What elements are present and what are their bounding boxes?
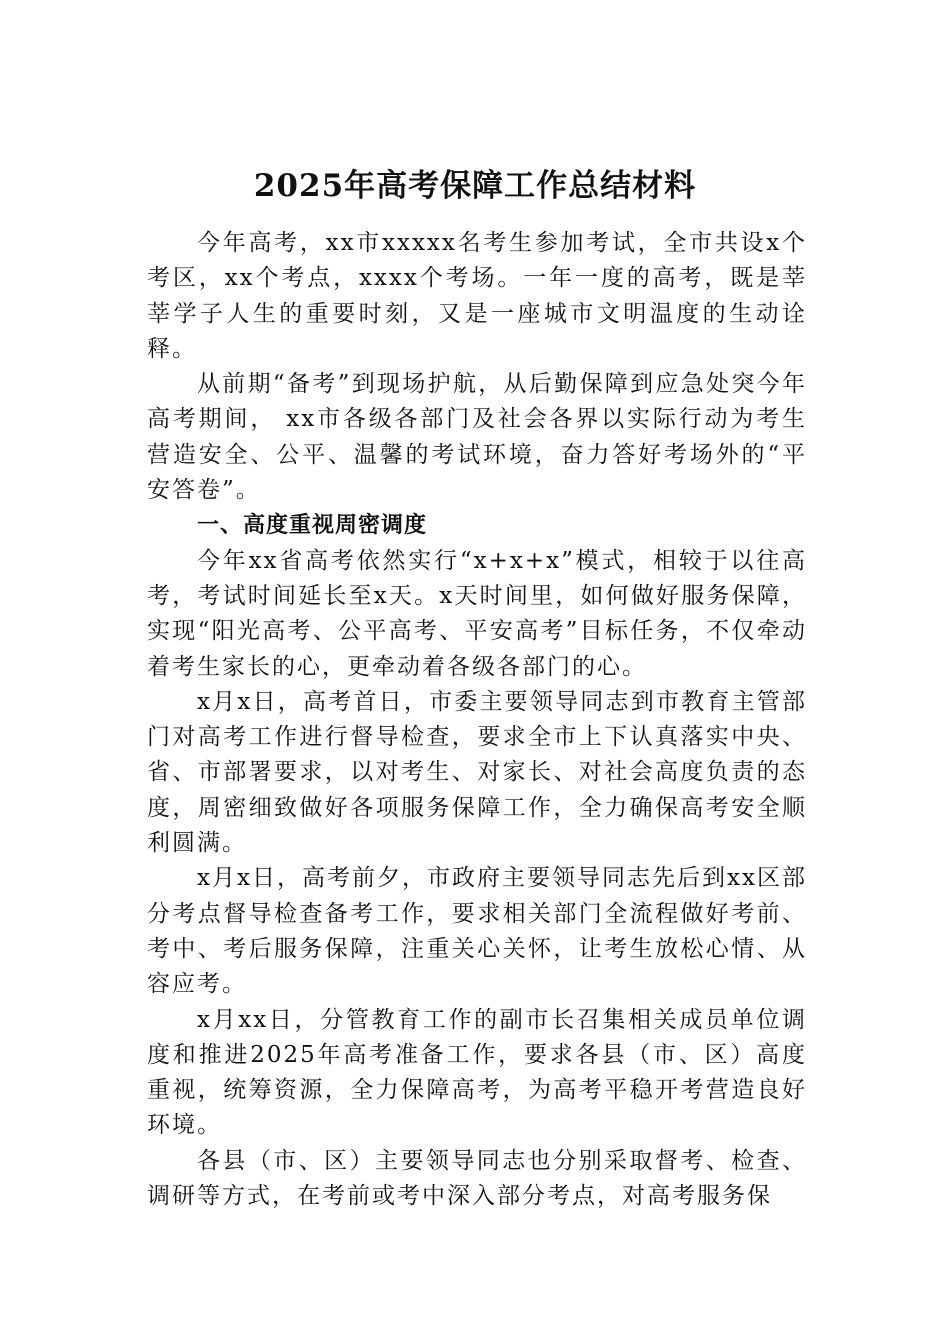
intro-paragraph-1: 今年高考，xx市xxxxx名考生参加考试，全市共设x个考区，xx个考点，xxxx个考场。一年一度的高考，既是莘莘学子人生的重要时刻，又是一座城市文明温度的生动诠释。 (147, 230, 807, 362)
section-heading-1: 一、高度重视周密调度 (197, 513, 428, 539)
section1-paragraph-5: 各县（市、区）主要领导同志也分别采取督考、检查、调研等方式，在考前或考中深入部分考点，对高考服务保 (147, 1147, 807, 1210)
section1-paragraph-3: x月x日，高考前夕，市政府主要领导同志先后到xx区部分考点督导检查备考工作，要求相关部门全流程做好考前、考中、考后服务保障，注重关心关怀，让考生放松心情、从容应考。 (147, 865, 807, 998)
document-title: 2025年高考保障工作总结材料 (253, 168, 697, 204)
intro-paragraph-2: 从前期“备考”到现场护航，从后勤保障到应急处突今年高考期间， xx市各级各部门及社会各界以实际行动为考生营造安全、公平、温馨的考试环境，奋力答好考场外的“平安答卷”。 (147, 371, 807, 504)
document-body (147, 226, 807, 1214)
section1-paragraph-4: x月xx日，分管教育工作的副市长召集相关成员单位调度和推进2025年高考准备工作，要求各县（市、区）高度重视，统筹资源，全力保障高考，为高考平稳开考营造良好环境。 (147, 1006, 807, 1139)
section1-paragraph-1: 今年xx省高考依然实行“x+x+x”模式，相较于以往高考，考试时间延长至x天。x天时间里，如何做好服务保障，实现“阳光高考、公平高考、平安高考”目标任务，不仅牵动着考生家长的心，更牵动着各级各部门的心。 (147, 547, 807, 680)
section1-paragraph-2: x月x日，高考首日，市委主要领导同志到市教育主管部门对高考工作进行督导检查，要求全市上下认真落实中央、省、市部署要求，以对考生、对家长、对社会高度负责的态度，周密细致做好各项服务保障工作，全力确保高考安全顺利圆满。 (147, 688, 807, 857)
